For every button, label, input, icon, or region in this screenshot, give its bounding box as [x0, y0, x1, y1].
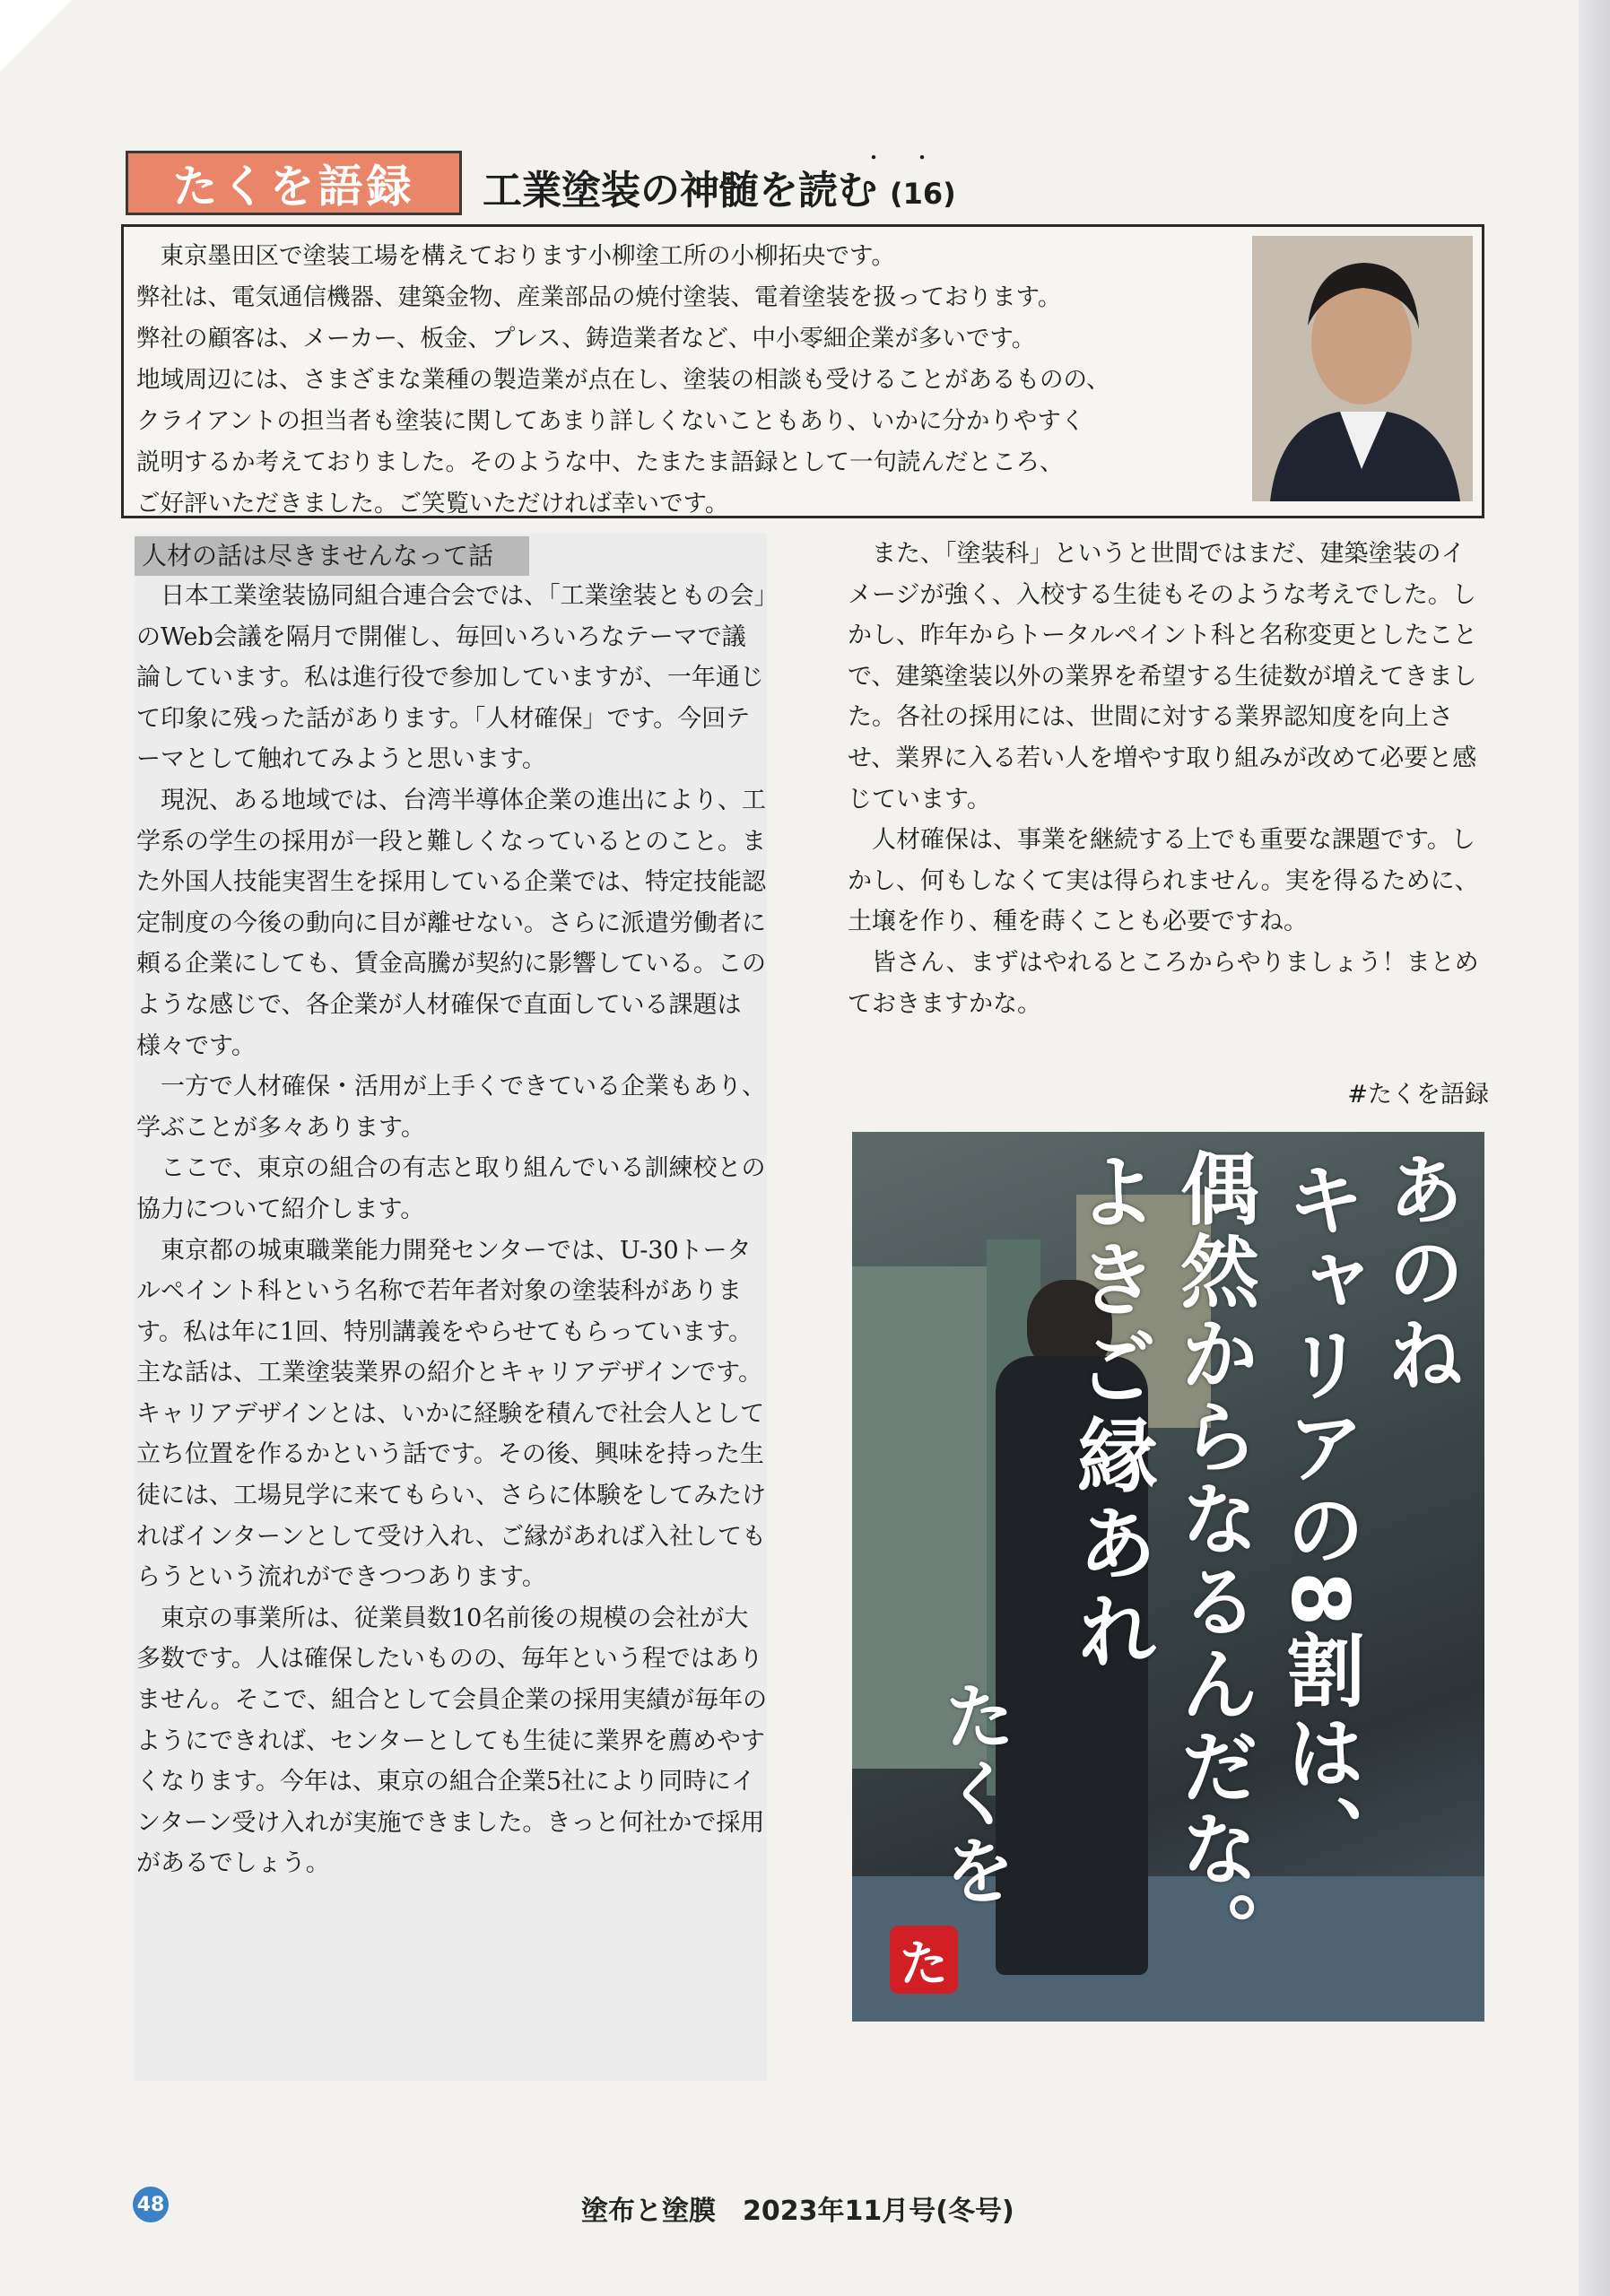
page-number-badge: 48	[133, 2187, 169, 2222]
poster-line-1: あのね	[1374, 1150, 1464, 1397]
column-tag-label: たくを語録	[172, 161, 415, 213]
article-issue-number: (16)	[890, 177, 956, 211]
section-heading: 人材の話は尽きませんなって話	[135, 536, 529, 576]
folded-corner	[0, 0, 72, 72]
author-portrait-illustration	[1252, 236, 1473, 501]
author-intro-text: 東京墨田区で塗装工場を構えております小柳塗工所の小柳拓央です。 弊社は、電気通信機器、建築金物、産業部品の焼付塗装、電着塗装を扱っております。 弊社の顧客は、メーカー、板金、プレス、鋳造業者など、中小零細企業が多いです。 地域周辺には、さまざまな業種の製造業が点在し、塗装の相談も受けることがあるものの、 クライアントの担当者も塗装に関してあまり詳しくないこともあり、いかに分かりやすく 説明するか考えておりました。そのような中、たまたま語録として一句読んだところ、 ご好評いただきました。ご笑覧いただければ幸いです。	[136, 242, 1110, 517]
article-title-text: 工業塗装の神髄を読む	[483, 168, 877, 213]
poster-line-2: キャリアの8割は、	[1274, 1159, 1366, 1878]
poster-signature: たくを	[932, 1679, 1015, 1910]
emphasis-dots: ・・	[863, 145, 960, 170]
author-intro-box	[121, 224, 1484, 518]
poster-line-3: 偶然からなるんだな。	[1168, 1148, 1260, 1973]
right-column-text: また、「塗装科」というと世間ではまだ、建築塗装のイメージが強く、入校する生徒もそのような考えでした。しかし、昨年からトータルペイント科と名称変更としたことで、建築塗装以外の業界を希望する生徒数が増えてきました。各社の採用には、世間に対する業界認知度を向上させ、業界に入る若い人を増やす取り組みが改めて必要と感じています。 人材確保は、事業を継続する上でも重要な課題です。しかし、何もしなくて実は得られません。実を得るために、土壌を作り、種を蒔くことも必要ですね。 皆さん、まずはやれるところからやりましょう！まとめておきますかな。	[848, 540, 1479, 1018]
page-edge-shadow	[1579, 0, 1610, 2296]
poster-line-4: よきご縁あれ	[1063, 1150, 1157, 1677]
author-portrait	[1252, 236, 1473, 501]
column-tag	[126, 151, 462, 215]
left-column-text: 日本工業塗装協同組合連合会では、「工業塗装ともの会」のWeb会議を隔月で開催し、毎回いろいろなテーマで議論しています。私は進行役で参加していますが、一年通じて印象に残った話があります。「人材確保」です。今回テーマとして触れてみようと思います。 現況、ある地域では、台湾半導体企業の進出により、工学系の学生の採用が一段と難しくなっているとのこと。また外国人技能実習生を採用している企業では、特定技能認定制度の今後の動向に目が離せない。さらに派遣労働者に頼る企業にしても、賃金高騰が契約に影響している。このような感じで、各企業が人材確保で直面している課題は様々です。 一方で人材確保・活用が上手くできている企業もあり、学ぶことが多々あります。 ここで、東京の組合の有志と取り組んでいる訓練校との協力について紹介します。 東京都の城東職業能力開発センターでは、U-30トータルペイント科という名称で若年者対象の塗装科があります。私は年に1回、特別講義をやらせてもらっています。主な話は、工業塗装業界の紹介とキャリアデザインです。キャリアデザインとは、いかに経験を積んで社会人として立ち位置を作るかという話です。その後、興味を持った生徒には、工場見学に来てもらい、さらに体験をしてみたければインターンとして受け入れ、ご縁があれば入社してもらうという流れができつつあります。 東京の事業所は、従業員数10名前後の規模の会社が大多数です。人は確保したいものの、毎年という程ではありません。そこで、組合として会員企業の採用実績が毎年のようにできれば、センターとしても生徒に業界を薦めやすくなります。今年は、東京の組合企業5社により同時にインターン受け入れが実施できました。きっと何社かで採用があるでしょう。	[136, 582, 768, 1878]
article-title	[483, 158, 956, 213]
red-seal-stamp: た	[890, 1926, 958, 1994]
publication-footer: 塗布と塗膜 2023年11月号(冬号)	[581, 2196, 1014, 2227]
poster-photo	[852, 1132, 1484, 2022]
hashtag: #たくを語録	[1347, 1081, 1489, 1109]
